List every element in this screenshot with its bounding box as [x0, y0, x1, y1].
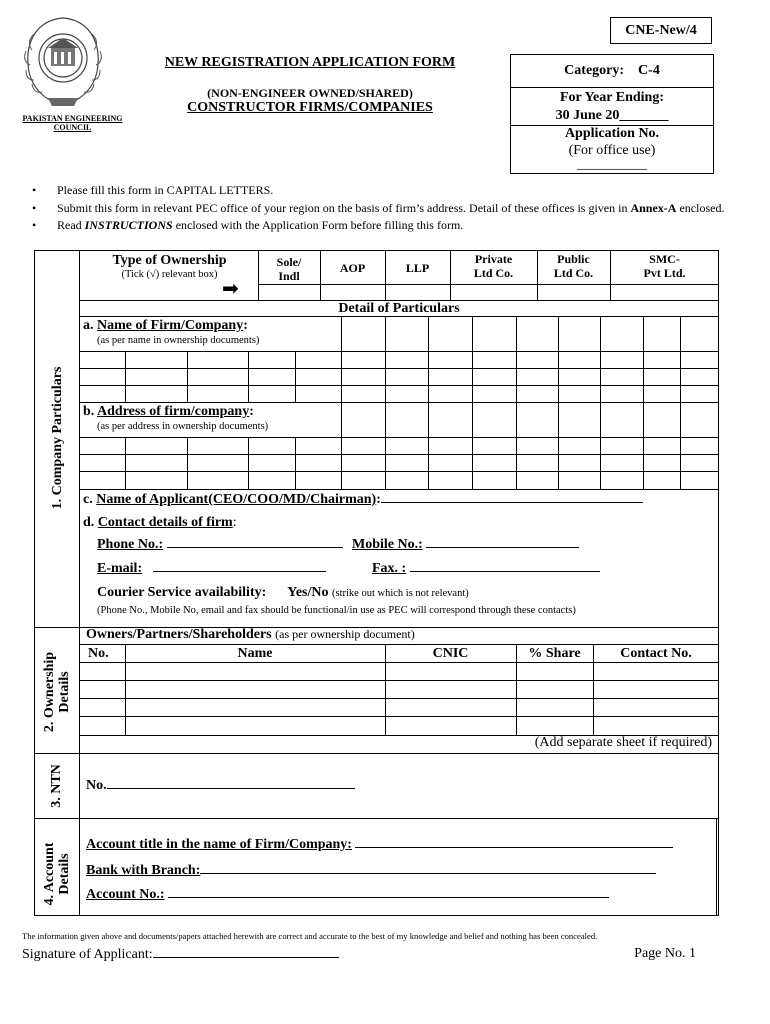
phone-field[interactable]: [97, 536, 343, 553]
account-no-field[interactable]: [86, 886, 609, 903]
form-code-box: [610, 17, 712, 44]
ownership-llp[interactable]: LLP: [405, 261, 430, 275]
owners-col-no: No.: [88, 646, 109, 661]
firm-address-note: (as per address in ownership documents): [97, 421, 269, 432]
firm-name-label: a. Name of Firm/Company:: [83, 318, 248, 333]
declaration-text: The information given above and documents/papers attached herewith are correct and accurate to the best of my knowledge and belief and nothing has been concealed.: [22, 931, 598, 941]
instruction-item: • Please fill this form in CAPITAL LETTERS.: [32, 183, 274, 197]
app-no-blank: __________: [577, 157, 647, 172]
ownership-title: Type of Ownership: [112, 253, 227, 268]
office-use-note: (For office use): [568, 143, 656, 158]
owners-col-contact: Contact No.: [620, 646, 692, 661]
email-field[interactable]: [97, 560, 326, 577]
ownership-smc[interactable]: SMC- Pvt Ltd.: [643, 252, 686, 280]
form-title-2: CONSTRUCTOR FIRMS/COMPANIES: [187, 100, 433, 115]
page-number: Page No. 1: [634, 946, 696, 961]
mobile-field[interactable]: [352, 536, 579, 553]
ownership-sole[interactable]: Sole/ Indl: [276, 255, 302, 283]
firm-name-note: (as per name in ownership documents): [97, 335, 260, 346]
courier-yes-no[interactable]: Yes/No: [287, 585, 329, 600]
owners-col-name: Name: [237, 646, 273, 661]
applicant-name-field[interactable]: c. Name of Applicant(CEO/COO/MD/Chairman):: [83, 491, 643, 508]
account-title-label: Account title in the name of Firm/Company:: [86, 837, 352, 852]
category-value: C-4: [638, 63, 660, 78]
owners-col-cnic: CNIC: [432, 646, 469, 661]
account-title-field[interactable]: [86, 836, 673, 853]
section1-side-label: 1. Company Particulars: [50, 366, 65, 510]
form-code: CNE-New/4: [625, 23, 697, 38]
ownership-private[interactable]: Private Ltd Co.: [473, 252, 514, 280]
account-no-label: Account No.:: [86, 887, 165, 902]
instruction-item: • Read INSTRUCTIONS enclosed with the Application Form before filling this form.: [32, 218, 464, 232]
signature-label: Signature of Applicant:: [22, 947, 153, 962]
contact-note: (Phone No., Mobile No, email and fax should be functional/in use as PEC will correspond through these contacts): [97, 605, 576, 616]
logo-caption: PAKISTAN ENGINEERING COUNCIL: [22, 114, 123, 132]
courier-label: Courier Service availability:: [97, 585, 267, 600]
mobile-label: Mobile No.:: [352, 537, 423, 552]
form-subtitle: (NON-ENGINEER OWNED/SHARED): [207, 86, 413, 100]
owners-title: Owners/Partners/Shareholders: [86, 627, 272, 642]
courier-note: (strike out which is not relevant): [332, 588, 469, 599]
category-row: [511, 63, 713, 79]
year-label: For Year Ending:: [560, 90, 664, 105]
firm-address-label: b. Address of firm/company:: [83, 404, 254, 419]
pec-seal-icon: [18, 10, 108, 110]
arrow-icon: ➡: [222, 276, 239, 300]
app-no-label: Application No.: [564, 126, 660, 141]
fax-label: Fax. :: [372, 561, 407, 576]
category-box: [510, 54, 714, 174]
ownership-tick-note: (Tick (√) relevant box): [121, 269, 218, 280]
bank-branch-label: Bank with Branch:: [86, 863, 201, 878]
section2-side-label: 2. Ownership Details: [42, 651, 72, 733]
instruction-item: • Submit this form in relevant PEC office of your region on the basis of firm’s address. Detail of these offices is given in Annex-A enclosed.: [32, 200, 725, 215]
pec-logo: [18, 10, 108, 110]
owners-title-row: [86, 627, 415, 643]
ntn-label: No.: [86, 778, 107, 793]
owners-col-share: % Share: [528, 646, 581, 661]
section4-side-label: 4. Account Details: [42, 842, 72, 906]
instructions-list: [32, 182, 732, 235]
ownership-aop[interactable]: AOP: [339, 261, 366, 275]
section3-side-label: 3. NTN: [49, 764, 64, 808]
form-title: NEW REGISTRATION APPLICATION FORM: [164, 55, 456, 70]
year-value[interactable]: 30 June 20_______: [555, 108, 669, 123]
ntn-field[interactable]: [86, 777, 355, 794]
fax-field[interactable]: [372, 560, 600, 577]
add-sheet-note: (Add separate sheet if required): [534, 735, 712, 750]
bank-branch-field[interactable]: [86, 862, 656, 879]
ownership-public[interactable]: Public Ltd Co.: [553, 252, 594, 280]
email-label: E-mail:: [97, 561, 143, 576]
phone-label: Phone No.:: [97, 537, 164, 552]
category-label: Category:: [564, 63, 625, 78]
applicant-name-label: Name of Applicant(CEO/COO/MD/Chairman): [96, 492, 377, 507]
courier-row: [97, 585, 469, 601]
signature-field[interactable]: [22, 946, 339, 963]
particulars-title: Detail of Particulars: [338, 301, 460, 316]
owners-title-note: (as per ownership document): [275, 627, 415, 641]
contact-label: d. Contact details of firm:: [83, 515, 237, 530]
